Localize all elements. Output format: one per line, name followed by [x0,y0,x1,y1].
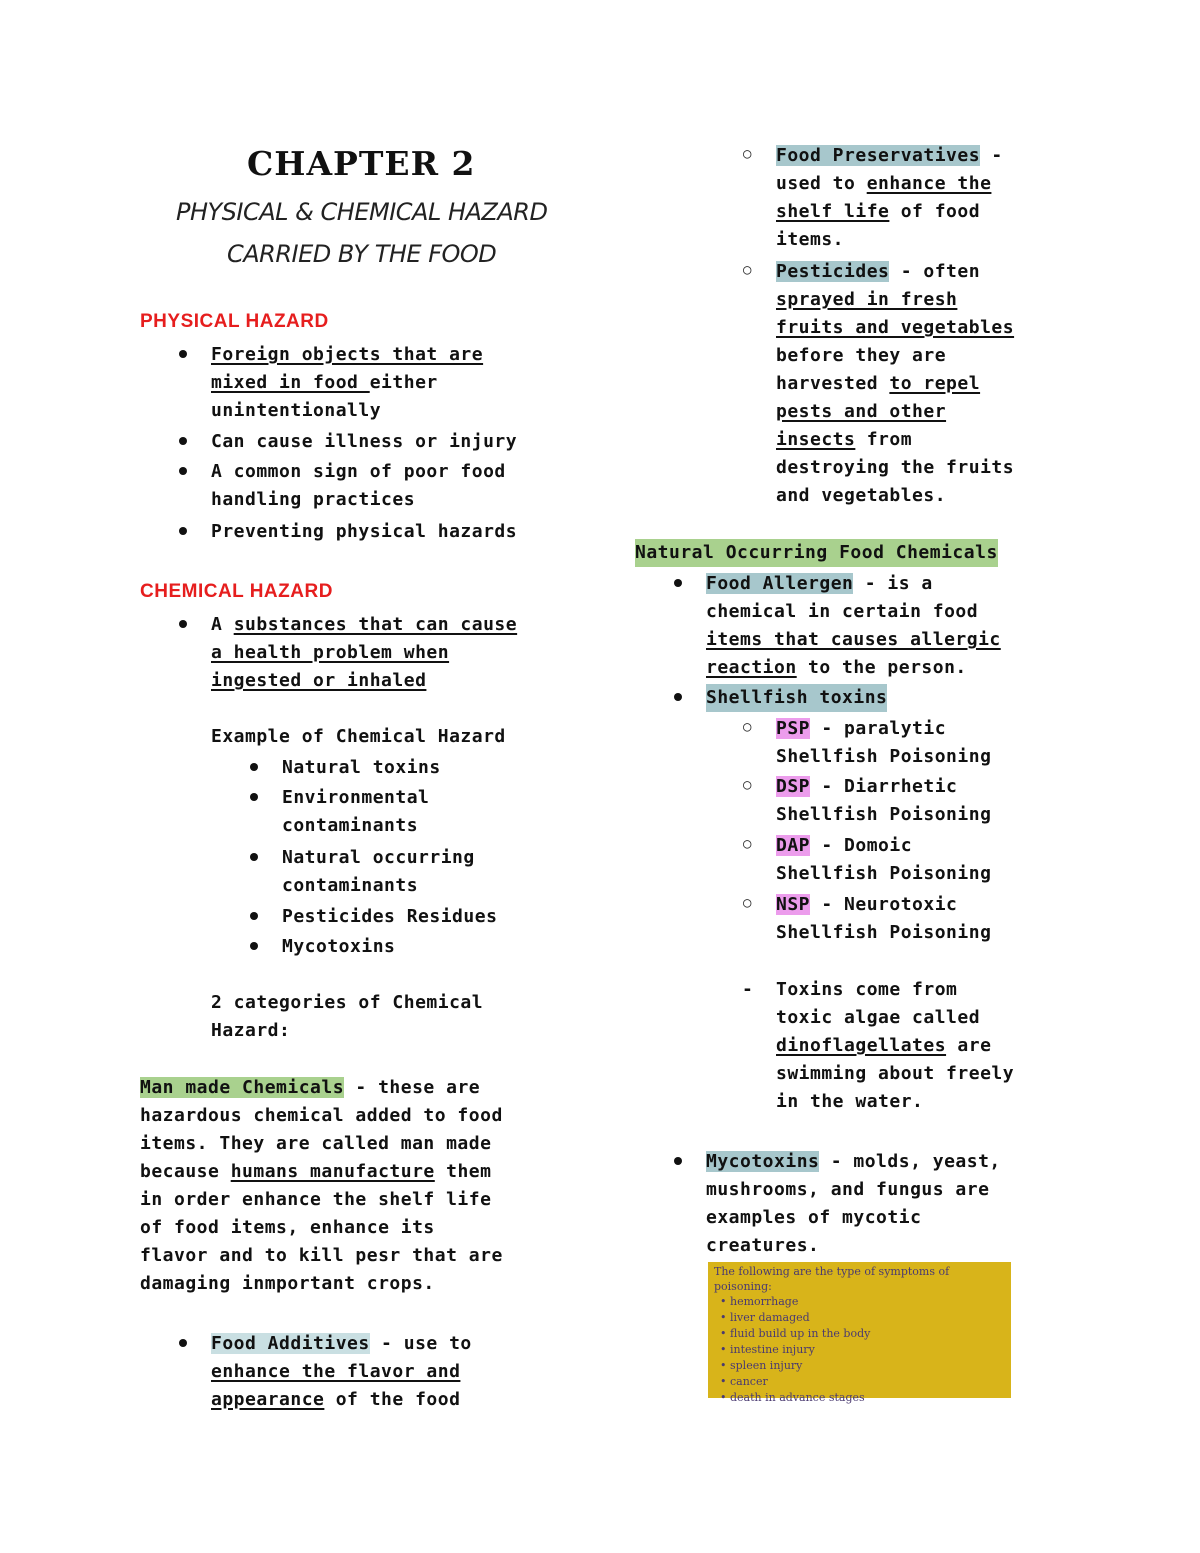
mycotoxins-label: Mycotoxins [706,1151,820,1172]
physical-item-3: A common sign of poor food handling practices [211,461,506,510]
symptom-item: • spleen injury [720,1359,803,1372]
symptoms-note-image [708,1262,1011,1404]
hollow-bullet-icon: ○ [743,895,752,911]
bullet-icon [250,763,258,771]
hollow-bullet-icon: ○ [743,719,752,735]
symptom-item: • cancer [720,1375,768,1388]
bullet-icon [674,579,682,587]
example-item-5: Mycotoxins [282,936,396,957]
categories-heading: 2 categories of Chemical Hazard: [211,992,484,1041]
natural-occurring-heading: Natural Occurring Food Chemicals [635,539,998,567]
hollow-bullet-icon: ○ [743,836,752,852]
food-additives-item: Food Additives - use to enhance the flavor and appearance of the food [211,1333,472,1410]
example-item-1: Natural toxins [282,757,441,778]
bullet-icon [250,853,258,861]
bullet-icon [179,527,187,535]
example-item-3: Natural occurring contaminants [282,847,475,896]
bullet-icon [674,1157,682,1165]
physical-item-4: Preventing physical hazards [211,521,518,542]
chapter-subtitle-line1: PHYSICAL & CHEMICAL HAZARD [176,198,548,226]
shellfish-toxins-label: Shellfish toxins [706,684,887,712]
dsp-item: DSP - Diarrhetic Shellfish Poisoning [776,776,992,825]
bullet-icon [250,912,258,920]
bullet-icon [179,620,187,628]
mycotoxins-item: Mycotoxins - molds, yeast, mushrooms, and fungus are examples of mycotic creatures. [706,1151,1001,1256]
hollow-bullet-icon: ○ [743,262,752,278]
example-item-4: Pesticides Residues [282,906,498,927]
dash-bullet-icon: - [742,979,754,1000]
physical-item-2: Can cause illness or injury [211,431,518,452]
symptom-item: • intestine injury [720,1343,815,1356]
symptom-item: • liver damaged [720,1311,810,1324]
bullet-icon [179,467,187,475]
bullet-icon [250,793,258,801]
chapter-title: CHAPTER 2 [247,144,476,183]
bullet-icon [179,1339,187,1347]
symptom-item: • hemorrhage [720,1295,799,1308]
dap-item: DAP - Domoic Shellfish Poisoning [776,835,992,884]
bullet-icon [179,350,187,358]
food-allergen-item: Food Allergen - is a chemical in certain food items that causes allergic reaction to the person. [706,573,1001,678]
psp-item: PSP - paralytic Shellfish Poisoning [776,718,992,767]
physical-item-1: Foreign objects that are mixed in food either unintentionally [211,344,484,421]
toxins-note: Toxins come from toxic algae called dinoflagellates are swimming about freely in the water. [776,979,1015,1112]
nsp-item: NSP - Neurotoxic Shellfish Poisoning [776,894,992,943]
physical-hazard-heading: PHYSICAL HAZARD [140,311,329,332]
symptoms-note-heading: The following are the type of symptoms of poisoning: [714,1265,950,1293]
food-allergen-label: Food Allergen [706,573,854,594]
man-made-paragraph: Man made Chemicals - these are hazardous chemical added to food items. They are called man made because humans manufacture them in order enhance the shelf life of food items, enhance its flavor and to kill pesr that are damaging inmportant crops. [140,1077,503,1294]
symptom-item: • death in advance stages [720,1391,865,1404]
chemical-definition: A substances that can cause a health problem when ingested or inhaled [211,614,518,691]
bullet-icon [179,437,187,445]
hollow-bullet-icon: ○ [743,777,752,793]
bullet-icon [250,942,258,950]
pesticides-label: Pesticides [776,261,890,282]
pesticides-item: Pesticides - often sprayed in fresh fruits and vegetables before they are harvested to repel pests and other insects from destroying the fruits and vegetables. [776,261,1015,506]
example-item-2: Environmental contaminants [282,787,430,836]
food-preservatives-label: Food Preservatives [776,145,981,166]
example-heading: Example of Chemical Hazard [211,726,506,747]
bullet-icon [674,693,682,701]
hollow-bullet-icon: ○ [743,146,752,162]
symptom-item: • fluid build up in the body [720,1327,871,1340]
chapter-subtitle-line2: CARRIED BY THE FOOD [227,240,497,268]
man-made-label: Man made Chemicals [140,1077,345,1098]
chemical-hazard-heading: CHEMICAL HAZARD [140,581,333,602]
food-preservatives-item: Food Preservatives - used to enhance the shelf life of food items. [776,145,1003,250]
food-additives-label: Food Additives [211,1333,370,1354]
